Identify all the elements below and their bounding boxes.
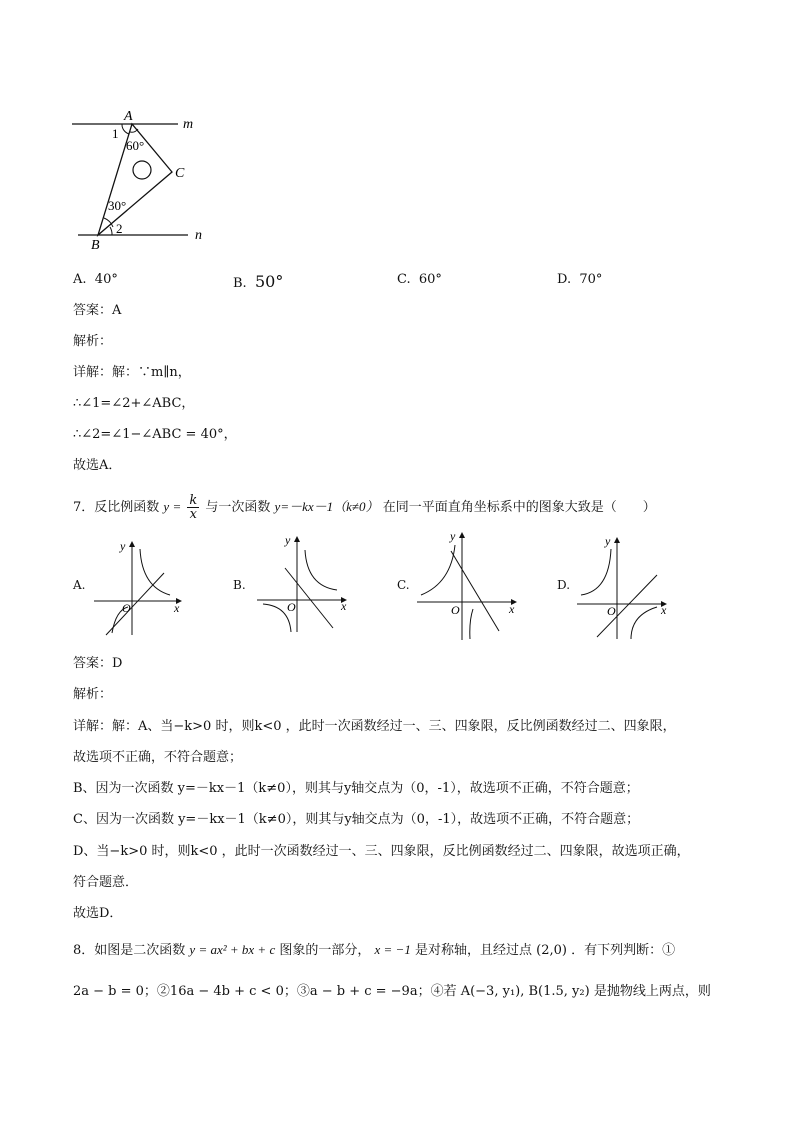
q7-line-1: 详解：解：A、当−k>0 时，则k<0 ，此时一次函数经过一、三、四象限，反比例函数经过二、四象限，: [73, 719, 676, 734]
fraction-numerator: k: [189, 493, 198, 508]
vertex-label-a: A: [124, 109, 133, 124]
q8-suffix: ．有下列判断：①: [571, 943, 676, 958]
q6-step1: ∴∠1=∠2+∠ABC，: [73, 396, 195, 411]
graph-c-origin-label: O: [451, 603, 460, 617]
q7-line-3: B、因为一次函数 y=－kx－1（k≠0），则其与y轴交点为（0，-1），故选项不正确，不符合题意；: [73, 781, 639, 796]
q7-analysis: 解析：: [73, 687, 113, 702]
graph-a: [90, 535, 185, 640]
q7-answer: 答案：D: [73, 656, 123, 671]
q7-stem-mid: 与一次函数: [205, 500, 271, 515]
q7-stem: [73, 494, 656, 521]
graph-label-d: D.: [557, 578, 571, 592]
graph-b: [255, 532, 350, 637]
graph-c-x-label: x: [509, 602, 515, 616]
option-a: A. 40°: [73, 272, 118, 287]
graph-d-origin-label: O: [607, 604, 616, 618]
angle-label-60: 60°: [126, 138, 145, 153]
vertex-label-b: B: [91, 238, 100, 253]
line-label-n: n: [195, 228, 202, 243]
angle-label-2: 2: [116, 221, 123, 236]
angle-label-1: 1: [112, 126, 119, 141]
q8-line-2: 2a − b = 0；②16a − 4b + c < 0；③a − b + c = −9a；④若 A(−3, y₁), B(1.5, y₂) 是抛物线上两点，则: [73, 984, 711, 999]
q7-fraction: [187, 494, 199, 521]
q6-step2: ∴∠2=∠1−∠ABC = 40°，: [73, 427, 237, 442]
graph-a-y-label: y: [120, 539, 126, 553]
q7-stem-prefix: 7．反比例函数: [73, 500, 160, 515]
q8-mid: 图象的一部分，: [279, 943, 371, 958]
q8-point: (2,0): [536, 943, 567, 958]
graph-label-b: B.: [233, 578, 246, 592]
q8-equation: y = ax² + bx + c: [189, 942, 276, 957]
q8-mid2: 是对称轴，且经过点: [414, 943, 532, 958]
q7-line-6: 符合题意．: [73, 875, 139, 890]
option-b: B. 50°: [233, 272, 284, 291]
q7-y-eq: y =: [163, 499, 182, 514]
q6-detail: 详解：解：∵m∥n，: [73, 365, 191, 380]
graph-label-a: A.: [73, 578, 86, 592]
graph-d: [575, 535, 675, 640]
q6-analysis: 解析：: [73, 334, 113, 349]
graph-a-x-label: x: [174, 601, 180, 615]
graph-d-x-label: x: [661, 603, 667, 617]
option-c: C. 60°: [397, 272, 442, 287]
fraction-denominator: x: [189, 507, 197, 522]
q7-line-4: C、因为一次函数 y=－kx－1（k≠0），则其与y轴交点为（0，-1），故选项不正确，不符合题意；: [73, 812, 640, 827]
vertex-label-c: C: [175, 166, 185, 181]
angle-label-30: 30°: [108, 198, 127, 213]
graph-a-origin-label: O: [122, 601, 131, 615]
q7-line-7: 故选D．: [73, 906, 123, 921]
q8-line-1: [73, 941, 675, 960]
q8-prefix: 8．如图是二次函数: [73, 943, 186, 958]
option-d: D. 70°: [557, 272, 603, 287]
graph-b-y-label: y: [285, 533, 291, 547]
q7-line-5: D、当−k>0 时，则k<0 ，此时一次函数经过一、三、四象限，反比例函数经过二、四象限，故选项正确，: [73, 844, 690, 859]
q7-linear: y=－kx－1（k≠0）: [274, 499, 379, 514]
line-label-m: m: [183, 117, 194, 132]
graph-c: [415, 527, 520, 642]
q6-answer: 答案：A: [73, 303, 122, 318]
q7-stem-suffix: 在同一平面直角坐标系中的图象大致是（ ）: [382, 500, 656, 515]
q8-axis-eq: x = −1: [374, 942, 411, 957]
graph-b-origin-label: O: [287, 600, 296, 614]
graph-d-y-label: y: [605, 535, 611, 548]
graph-b-x-label: x: [341, 599, 347, 613]
graph-c-y-label: y: [450, 529, 456, 543]
q6-conclusion: 故选A．: [73, 458, 122, 473]
graph-label-c: C.: [397, 578, 410, 592]
q7-line-2: 故选项不正确，不符合题意；: [73, 750, 243, 765]
triangle-figure: [60, 105, 220, 255]
